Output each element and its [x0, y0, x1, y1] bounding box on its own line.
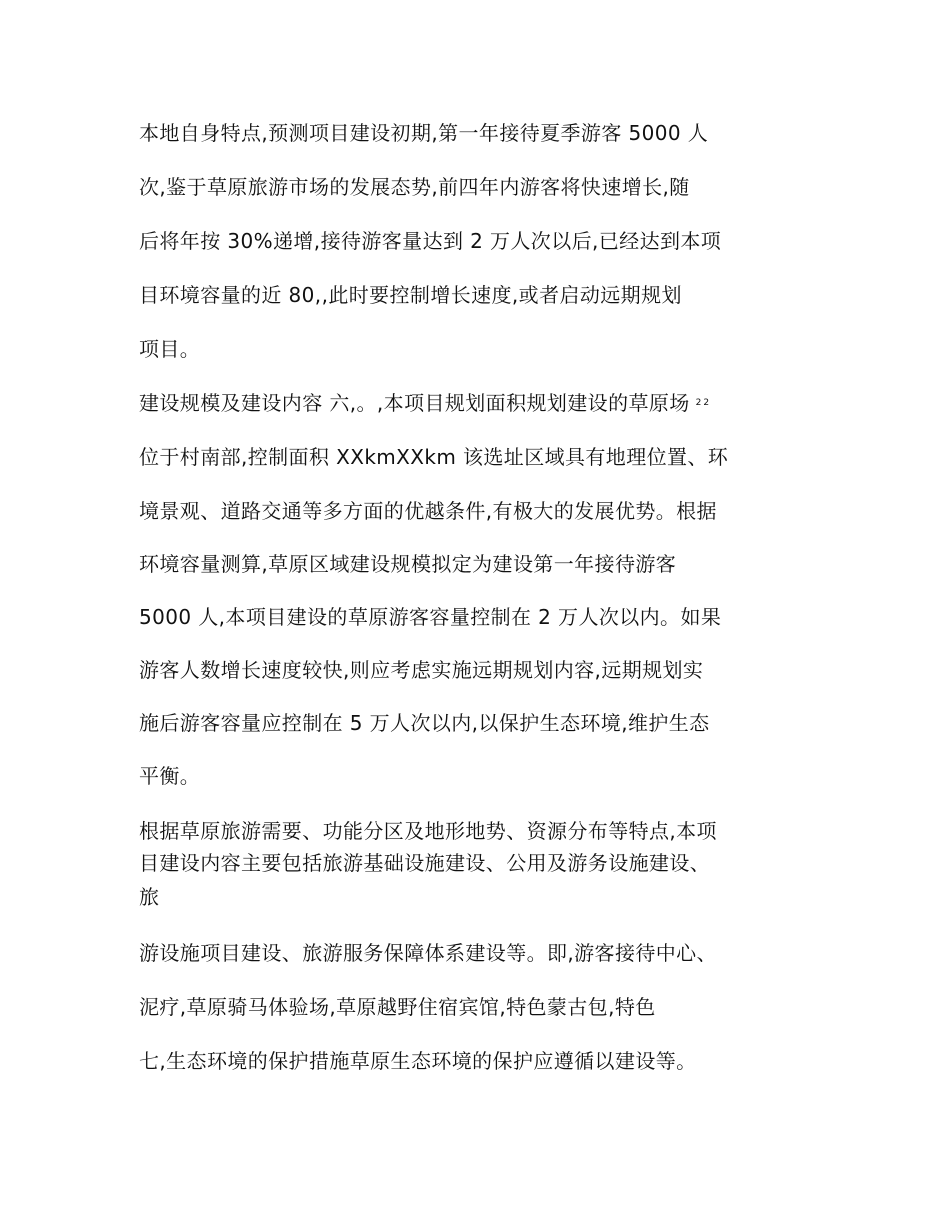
- text-line: 泥疗,草原骑马体验场,草原越野住宿宾馆,特色蒙古包,特色: [139, 995, 656, 1019]
- text-line: 游设施项目建设、旅游服务保障体系建设等。即,游客接待中心、: [139, 941, 717, 965]
- text-line: 七,生态环境的保护措施草原生态环境的保护应遵循以建设等。: [139, 1049, 697, 1073]
- text-line: 本地自身特点,预测项目建设初期,第一年接待夏季游客 5000 人: [139, 121, 709, 145]
- footnote-marker: 22: [695, 398, 712, 408]
- text-line: 次,鉴于草原旅游市场的发展态势,前四年内游客将快速增长,随: [139, 175, 690, 199]
- text-line: 位于村南部,控制面积 XXkmXXkm 该选址区域具有地理位置、环: [139, 445, 729, 469]
- text-line: 境景观、道路交通等多方面的优越条件,有极大的发展优势。根据: [139, 499, 717, 523]
- text-line: 目建设内容主要包括旅游基础设施建设、公用及游务设施建设、: [139, 851, 711, 875]
- text-line: 环境容量测算,草原区域建设规模拟定为建设第一年接待游客: [139, 552, 677, 576]
- text-line: [139, 390, 711, 416]
- text-line: 项目。: [139, 337, 201, 361]
- text-line: 施后游客容量应控制在 5 万人次以内,以保护生态环境,维护生态: [139, 711, 710, 735]
- text-line: 目环境容量的近 80,,此时要控制增长速度,或者启动远期规划: [139, 283, 682, 307]
- section-text: 建设规模及建设内容 六,。,本项目规划面积规划建设的草原场: [139, 391, 690, 415]
- text-line: 5000 人,本项目建设的草原游客容量控制在 2 万人次以内。如果: [139, 605, 722, 629]
- text-line: 平衡。: [139, 764, 201, 788]
- text-line: 后将年按 30%递增,接待游客量达到 2 万人次以后,已经达到本项: [139, 229, 722, 253]
- text-line: 游客人数增长速度较快,则应考虑实施远期规划内容,远期规划实: [139, 658, 704, 682]
- text-line: 旅: [139, 885, 160, 909]
- text-line: 根据草原旅游需要、功能分区及地形地势、资源分布等特点,本项: [139, 819, 717, 843]
